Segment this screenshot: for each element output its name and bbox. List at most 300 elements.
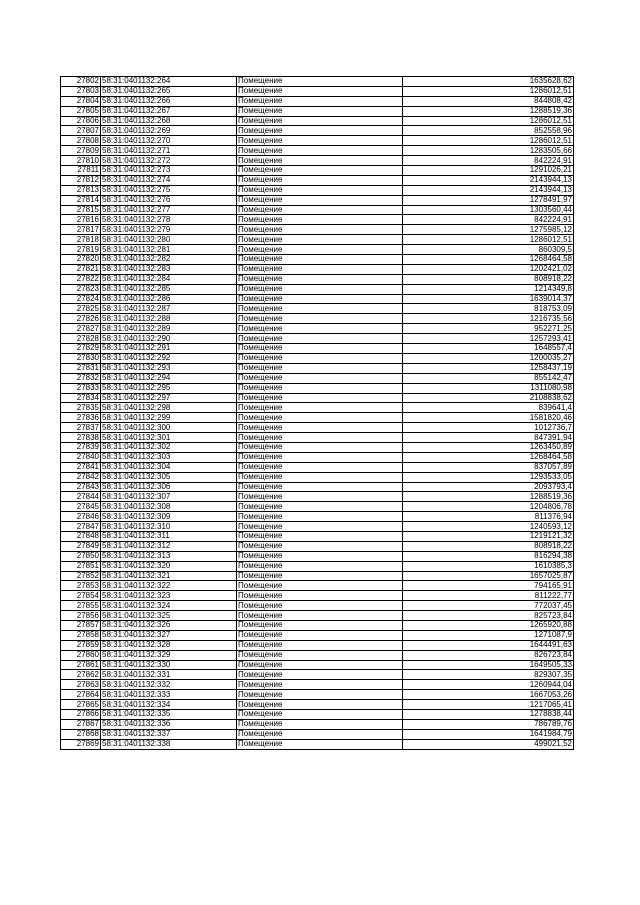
row-number-cell: 27857 <box>61 620 101 630</box>
object-type-cell: Помещение <box>237 650 403 660</box>
cadastral-number-cell: 58:31:0401132:325 <box>101 611 237 621</box>
object-type-cell: Помещение <box>237 472 403 482</box>
row-number-cell: 27859 <box>61 640 101 650</box>
cadastral-number-cell: 58:31:0401132:333 <box>101 690 237 700</box>
row-number-cell: 27835 <box>61 403 101 413</box>
table-row <box>61 482 574 492</box>
cadastral-value-cell: 1275985,12 <box>403 225 574 235</box>
cadastral-value-cell: 1581820,46 <box>403 413 574 423</box>
table-row <box>61 660 574 670</box>
row-number-cell: 27811 <box>61 166 101 176</box>
cadastral-number-cell: 58:31:0401132:338 <box>101 739 237 749</box>
row-number-cell: 27819 <box>61 245 101 255</box>
object-type-cell: Помещение <box>237 215 403 225</box>
cadastral-number-cell: 58:31:0401132:297 <box>101 393 237 403</box>
cadastral-number-cell: 58:31:0401132:287 <box>101 304 237 314</box>
row-number-cell: 27809 <box>61 146 101 156</box>
table-row <box>61 195 574 205</box>
row-number-cell: 27807 <box>61 126 101 136</box>
table-row <box>61 264 574 274</box>
cadastral-number-cell: 58:31:0401132:311 <box>101 531 237 541</box>
cadastral-number-cell: 58:31:0401132:267 <box>101 106 237 116</box>
cadastral-number-cell: 58:31:0401132:321 <box>101 571 237 581</box>
object-type-cell: Помещение <box>237 442 403 452</box>
row-number-cell: 27837 <box>61 423 101 433</box>
table-row <box>61 235 574 245</box>
cadastral-number-cell: 58:31:0401132:336 <box>101 719 237 729</box>
row-number-cell: 27864 <box>61 690 101 700</box>
object-type-cell: Помещение <box>237 353 403 363</box>
cadastral-value-cell: 1268464,58 <box>403 452 574 462</box>
cadastral-value-cell: 1648557,4 <box>403 344 574 354</box>
cadastral-value-cell: 855142,47 <box>403 373 574 383</box>
row-number-cell: 27829 <box>61 344 101 354</box>
table-row <box>61 611 574 621</box>
object-type-cell: Помещение <box>237 591 403 601</box>
cadastral-number-cell: 58:31:0401132:292 <box>101 353 237 363</box>
cadastral-number-cell: 58:31:0401132:304 <box>101 462 237 472</box>
cadastral-number-cell: 58:31:0401132:293 <box>101 363 237 373</box>
cadastral-value-cell: 1265920,88 <box>403 620 574 630</box>
table-row <box>61 502 574 512</box>
table-row <box>61 433 574 443</box>
cadastral-value-cell: 1268464,58 <box>403 255 574 265</box>
cadastral-number-cell: 58:31:0401132:289 <box>101 324 237 334</box>
table-row <box>61 324 574 334</box>
row-number-cell: 27852 <box>61 571 101 581</box>
object-type-cell: Помещение <box>237 551 403 561</box>
table-row <box>61 284 574 294</box>
cadastral-value-cell: 1012736,7 <box>403 423 574 433</box>
cadastral-value-cell: 1657025,87 <box>403 571 574 581</box>
cadastral-number-cell: 58:31:0401132:310 <box>101 522 237 532</box>
object-type-cell: Помещение <box>237 690 403 700</box>
table-row <box>61 551 574 561</box>
table-row <box>61 314 574 324</box>
table-row <box>61 245 574 255</box>
row-number-cell: 27868 <box>61 729 101 739</box>
row-number-cell: 27808 <box>61 136 101 146</box>
row-number-cell: 27836 <box>61 413 101 423</box>
cadastral-value-cell: 2108838,62 <box>403 393 574 403</box>
row-number-cell: 27828 <box>61 334 101 344</box>
object-type-cell: Помещение <box>237 423 403 433</box>
cadastral-value-cell: 844808,42 <box>403 96 574 106</box>
table-row <box>61 423 574 433</box>
cadastral-value-cell: 1214349,8 <box>403 284 574 294</box>
object-type-cell: Помещение <box>237 630 403 640</box>
table-row <box>61 116 574 126</box>
object-type-cell: Помещение <box>237 571 403 581</box>
cadastral-value-cell: 1216735,56 <box>403 314 574 324</box>
table-row <box>61 571 574 581</box>
row-number-cell: 27812 <box>61 175 101 185</box>
table-row <box>61 255 574 265</box>
table-row <box>61 146 574 156</box>
cadastral-number-cell: 58:31:0401132:313 <box>101 551 237 561</box>
table-row <box>61 274 574 284</box>
object-type-cell: Помещение <box>237 294 403 304</box>
cadastral-value-cell: 1644491,63 <box>403 640 574 650</box>
cadastral-number-cell: 58:31:0401132:326 <box>101 620 237 630</box>
cadastral-value-cell: 1260944,04 <box>403 680 574 690</box>
table-row <box>61 106 574 116</box>
table-row <box>61 304 574 314</box>
row-number-cell: 27843 <box>61 482 101 492</box>
row-number-cell: 27824 <box>61 294 101 304</box>
object-type-cell: Помещение <box>237 126 403 136</box>
object-type-cell: Помещение <box>237 116 403 126</box>
cadastral-number-cell: 58:31:0401132:332 <box>101 680 237 690</box>
object-type-cell: Помещение <box>237 284 403 294</box>
table-row <box>61 640 574 650</box>
cadastral-value-cell: 772037,45 <box>403 601 574 611</box>
table-row <box>61 472 574 482</box>
cadastral-value-cell: 825723,84 <box>403 611 574 621</box>
object-type-cell: Помещение <box>237 561 403 571</box>
object-type-cell: Помещение <box>237 739 403 749</box>
cadastral-number-cell: 58:31:0401132:322 <box>101 581 237 591</box>
cadastral-number-cell: 58:31:0401132:274 <box>101 175 237 185</box>
row-number-cell: 27813 <box>61 185 101 195</box>
cadastral-number-cell: 58:31:0401132:277 <box>101 205 237 215</box>
cadastral-value-cell: 1288519,36 <box>403 492 574 502</box>
cadastral-value-cell: 808918,22 <box>403 274 574 284</box>
cadastral-number-cell: 58:31:0401132:327 <box>101 630 237 640</box>
object-type-cell: Помещение <box>237 640 403 650</box>
cadastral-number-cell: 58:31:0401132:299 <box>101 413 237 423</box>
cadastral-value-cell: 1286012,51 <box>403 235 574 245</box>
object-type-cell: Помещение <box>237 522 403 532</box>
cadastral-number-cell: 58:31:0401132:288 <box>101 314 237 324</box>
table-row <box>61 215 574 225</box>
object-type-cell: Помещение <box>237 334 403 344</box>
object-type-cell: Помещение <box>237 166 403 176</box>
cadastral-value-cell: 499021,52 <box>403 739 574 749</box>
object-type-cell: Помещение <box>237 255 403 265</box>
row-number-cell: 27840 <box>61 452 101 462</box>
object-type-cell: Помещение <box>237 86 403 96</box>
cadastral-value-cell: 1649505,33 <box>403 660 574 670</box>
table-row <box>61 670 574 680</box>
table-row <box>61 650 574 660</box>
cadastral-number-cell: 58:31:0401132:305 <box>101 472 237 482</box>
object-type-cell: Помещение <box>237 373 403 383</box>
cadastral-number-cell: 58:31:0401132:303 <box>101 452 237 462</box>
cadastral-number-cell: 58:31:0401132:264 <box>101 77 237 87</box>
cadastral-value-cell: 811222,77 <box>403 591 574 601</box>
cadastral-value-cell: 811376,94 <box>403 512 574 522</box>
row-number-cell: 27850 <box>61 551 101 561</box>
table-row <box>61 175 574 185</box>
table-row <box>61 383 574 393</box>
table-row <box>61 541 574 551</box>
cadastral-value-cell: 839641,4 <box>403 403 574 413</box>
row-number-cell: 27838 <box>61 433 101 443</box>
cadastral-number-cell: 58:31:0401132:283 <box>101 264 237 274</box>
row-number-cell: 27860 <box>61 650 101 660</box>
cadastral-number-cell: 58:31:0401132:320 <box>101 561 237 571</box>
object-type-cell: Помещение <box>237 531 403 541</box>
row-number-cell: 27834 <box>61 393 101 403</box>
cadastral-value-cell: 786789,76 <box>403 719 574 729</box>
object-type-cell: Помещение <box>237 96 403 106</box>
cadastral-value-cell: 842224,91 <box>403 215 574 225</box>
cadastral-number-cell: 58:31:0401132:323 <box>101 591 237 601</box>
object-type-cell: Помещение <box>237 304 403 314</box>
cadastral-value-cell: 860309,5 <box>403 245 574 255</box>
row-number-cell: 27833 <box>61 383 101 393</box>
row-number-cell: 27849 <box>61 541 101 551</box>
row-number-cell: 27823 <box>61 284 101 294</box>
object-type-cell: Помещение <box>237 512 403 522</box>
table-row <box>61 442 574 452</box>
table-body <box>61 77 574 750</box>
cadastral-number-cell: 58:31:0401132:268 <box>101 116 237 126</box>
table-row <box>61 403 574 413</box>
object-type-cell: Помещение <box>237 106 403 116</box>
object-type-cell: Помещение <box>237 719 403 729</box>
cadastral-value-cell: 829307,35 <box>403 670 574 680</box>
table-row <box>61 334 574 344</box>
row-number-cell: 27839 <box>61 442 101 452</box>
row-number-cell: 27814 <box>61 195 101 205</box>
row-number-cell: 27831 <box>61 363 101 373</box>
object-type-cell: Помещение <box>237 146 403 156</box>
table-row <box>61 680 574 690</box>
table-row <box>61 512 574 522</box>
cadastral-value-cell: 1263450,89 <box>403 442 574 452</box>
cadastral-number-cell: 58:31:0401132:280 <box>101 235 237 245</box>
cadastral-value-cell: 2143944,13 <box>403 175 574 185</box>
cadastral-number-cell: 58:31:0401132:272 <box>101 156 237 166</box>
object-type-cell: Помещение <box>237 660 403 670</box>
table-row <box>61 363 574 373</box>
cadastral-value-cell: 952271,25 <box>403 324 574 334</box>
cadastral-value-cell: 847391,94 <box>403 433 574 443</box>
row-number-cell: 27848 <box>61 531 101 541</box>
cadastral-number-cell: 58:31:0401132:312 <box>101 541 237 551</box>
cadastral-number-cell: 58:31:0401132:329 <box>101 650 237 660</box>
cadastral-number-cell: 58:31:0401132:269 <box>101 126 237 136</box>
cadastral-number-cell: 58:31:0401132:335 <box>101 710 237 720</box>
cadastral-value-cell: 1258437,19 <box>403 363 574 373</box>
row-number-cell: 27846 <box>61 512 101 522</box>
cadastral-value-cell: 1293533,05 <box>403 472 574 482</box>
row-number-cell: 27827 <box>61 324 101 334</box>
row-number-cell: 27862 <box>61 670 101 680</box>
object-type-cell: Помещение <box>237 502 403 512</box>
cadastral-value-cell: 1610385,3 <box>403 561 574 571</box>
table-row <box>61 462 574 472</box>
cadastral-value-cell: 818753,09 <box>403 304 574 314</box>
cadastral-number-cell: 58:31:0401132:334 <box>101 700 237 710</box>
cadastral-number-cell: 58:31:0401132:266 <box>101 96 237 106</box>
table-row <box>61 719 574 729</box>
cadastral-value-cell: 1204806,78 <box>403 502 574 512</box>
cadastral-value-cell: 842224,91 <box>403 156 574 166</box>
row-number-cell: 27851 <box>61 561 101 571</box>
table-row <box>61 185 574 195</box>
row-number-cell: 27825 <box>61 304 101 314</box>
table-row <box>61 77 574 87</box>
cadastral-number-cell: 58:31:0401132:278 <box>101 215 237 225</box>
table-row <box>61 156 574 166</box>
cadastral-number-cell: 58:31:0401132:282 <box>101 255 237 265</box>
table-row <box>61 205 574 215</box>
cadastral-value-cell: 1635628,62 <box>403 77 574 87</box>
cadastral-value-cell: 816294,38 <box>403 551 574 561</box>
row-number-cell: 27830 <box>61 353 101 363</box>
cadastral-number-cell: 58:31:0401132:307 <box>101 492 237 502</box>
table-row <box>61 136 574 146</box>
cadastral-number-cell: 58:31:0401132:271 <box>101 146 237 156</box>
cadastral-number-cell: 58:31:0401132:298 <box>101 403 237 413</box>
cadastral-number-cell: 58:31:0401132:286 <box>101 294 237 304</box>
table-row <box>61 393 574 403</box>
object-type-cell: Помещение <box>237 729 403 739</box>
object-type-cell: Помещение <box>237 611 403 621</box>
row-number-cell: 27865 <box>61 700 101 710</box>
object-type-cell: Помещение <box>237 363 403 373</box>
cadastral-number-cell: 58:31:0401132:324 <box>101 601 237 611</box>
row-number-cell: 27845 <box>61 502 101 512</box>
table-row <box>61 630 574 640</box>
table-row <box>61 700 574 710</box>
object-type-cell: Помещение <box>237 393 403 403</box>
cadastral-number-cell: 58:31:0401132:301 <box>101 433 237 443</box>
row-number-cell: 27832 <box>61 373 101 383</box>
row-number-cell: 27803 <box>61 86 101 96</box>
table-row <box>61 729 574 739</box>
object-type-cell: Помещение <box>237 670 403 680</box>
cadastral-value-cell: 826723,84 <box>403 650 574 660</box>
table-row <box>61 591 574 601</box>
row-number-cell: 27810 <box>61 156 101 166</box>
row-number-cell: 27847 <box>61 522 101 532</box>
table-row <box>61 739 574 749</box>
cadastral-value-cell: 1278491,97 <box>403 195 574 205</box>
object-type-cell: Помещение <box>237 433 403 443</box>
table-row <box>61 126 574 136</box>
cadastral-value-cell: 2143944,13 <box>403 185 574 195</box>
table-row <box>61 620 574 630</box>
row-number-cell: 27818 <box>61 235 101 245</box>
table-row <box>61 353 574 363</box>
cadastral-value-cell: 852558,96 <box>403 126 574 136</box>
object-type-cell: Помещение <box>237 225 403 235</box>
object-type-cell: Помещение <box>237 264 403 274</box>
cadastral-number-cell: 58:31:0401132:276 <box>101 195 237 205</box>
cadastral-value-cell: 1219121,32 <box>403 531 574 541</box>
cadastral-value-cell: 1202421,02 <box>403 264 574 274</box>
object-type-cell: Помещение <box>237 136 403 146</box>
table-row <box>61 413 574 423</box>
row-number-cell: 27816 <box>61 215 101 225</box>
cadastral-number-cell: 58:31:0401132:302 <box>101 442 237 452</box>
row-number-cell: 27826 <box>61 314 101 324</box>
row-number-cell: 27854 <box>61 591 101 601</box>
row-number-cell: 27853 <box>61 581 101 591</box>
cadastral-number-cell: 58:31:0401132:330 <box>101 660 237 670</box>
cadastral-number-cell: 58:31:0401132:285 <box>101 284 237 294</box>
cadastral-value-cell: 1291026,21 <box>403 166 574 176</box>
row-number-cell: 27822 <box>61 274 101 284</box>
cadastral-value-cell: 1217065,41 <box>403 700 574 710</box>
object-type-cell: Помещение <box>237 452 403 462</box>
row-number-cell: 27802 <box>61 77 101 87</box>
object-type-cell: Помещение <box>237 185 403 195</box>
table-row <box>61 561 574 571</box>
table-row <box>61 452 574 462</box>
table-row <box>61 492 574 502</box>
cadastral-number-cell: 58:31:0401132:284 <box>101 274 237 284</box>
row-number-cell: 27866 <box>61 710 101 720</box>
cadastral-value-cell: 1639014,37 <box>403 294 574 304</box>
cadastral-number-cell: 58:31:0401132:308 <box>101 502 237 512</box>
table-row <box>61 522 574 532</box>
cadastral-value-cell: 1257293,41 <box>403 334 574 344</box>
cadastral-value-cell: 808918,22 <box>403 541 574 551</box>
cadastral-number-cell: 58:31:0401132:306 <box>101 482 237 492</box>
cadastral-value-cell: 1303560,44 <box>403 205 574 215</box>
object-type-cell: Помещение <box>237 156 403 166</box>
cadastral-number-cell: 58:31:0401132:275 <box>101 185 237 195</box>
table-row <box>61 601 574 611</box>
object-type-cell: Помещение <box>237 403 403 413</box>
cadastral-number-cell: 58:31:0401132:290 <box>101 334 237 344</box>
object-type-cell: Помещение <box>237 344 403 354</box>
cadastral-number-cell: 58:31:0401132:337 <box>101 729 237 739</box>
row-number-cell: 27855 <box>61 601 101 611</box>
row-number-cell: 27844 <box>61 492 101 502</box>
object-type-cell: Помещение <box>237 274 403 284</box>
table-row <box>61 225 574 235</box>
object-type-cell: Помещение <box>237 620 403 630</box>
cadastral-number-cell: 58:31:0401132:328 <box>101 640 237 650</box>
row-number-cell: 27805 <box>61 106 101 116</box>
object-type-cell: Помещение <box>237 413 403 423</box>
object-type-cell: Помещение <box>237 541 403 551</box>
cadastral-value-table <box>60 76 574 750</box>
table-row <box>61 86 574 96</box>
cadastral-value-cell: 1286012,51 <box>403 86 574 96</box>
object-type-cell: Помещение <box>237 324 403 334</box>
cadastral-number-cell: 58:31:0401132:309 <box>101 512 237 522</box>
cadastral-number-cell: 58:31:0401132:281 <box>101 245 237 255</box>
row-number-cell: 27815 <box>61 205 101 215</box>
object-type-cell: Помещение <box>237 77 403 87</box>
cadastral-value-cell: 794165,91 <box>403 581 574 591</box>
object-type-cell: Помещение <box>237 492 403 502</box>
object-type-cell: Помещение <box>237 383 403 393</box>
table-row <box>61 166 574 176</box>
cadastral-number-cell: 58:31:0401132:294 <box>101 373 237 383</box>
object-type-cell: Помещение <box>237 710 403 720</box>
cadastral-value-cell: 1278838,44 <box>403 710 574 720</box>
cadastral-number-cell: 58:31:0401132:270 <box>101 136 237 146</box>
table-row <box>61 581 574 591</box>
cadastral-value-cell: 1286012,51 <box>403 136 574 146</box>
cadastral-number-cell: 58:31:0401132:273 <box>101 166 237 176</box>
row-number-cell: 27841 <box>61 462 101 472</box>
object-type-cell: Помещение <box>237 235 403 245</box>
cadastral-value-cell: 1311080,98 <box>403 383 574 393</box>
object-type-cell: Помещение <box>237 700 403 710</box>
row-number-cell: 27817 <box>61 225 101 235</box>
object-type-cell: Помещение <box>237 175 403 185</box>
cadastral-value-cell: 1283505,66 <box>403 146 574 156</box>
